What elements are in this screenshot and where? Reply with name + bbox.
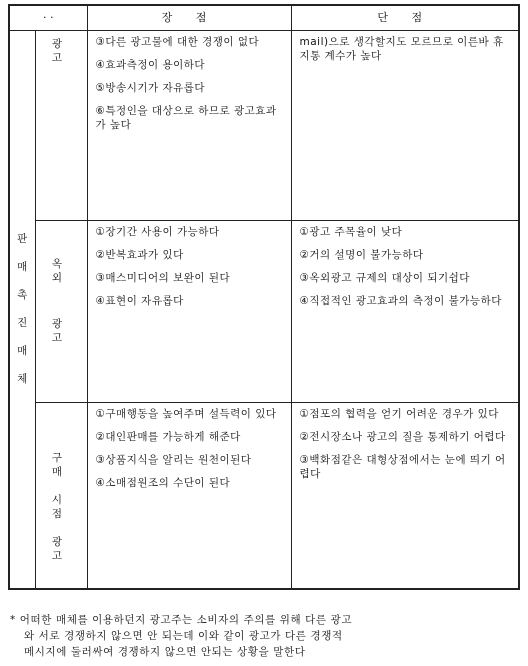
advantages-cell (87, 221, 291, 403)
group-label-char: 촉 (17, 289, 28, 302)
advantages-cell (87, 403, 291, 589)
group-label-sales-promotion-media (9, 31, 35, 589)
advantage-item: ②반복효과가 있다 (95, 249, 184, 261)
disadvantage-item: ④직접적인 광고효과의 측정이 불가능하다 (299, 295, 502, 307)
footnote-line: 메시지에 둘러싸여 경쟁하지 않으면 안되는 상황을 말한다 (24, 646, 306, 658)
sub-label-line: 시 점 (51, 494, 79, 520)
disadvantage-item: ③백화점같은 대형상점에서는 눈에 띄기 어렵다 (299, 454, 506, 480)
disadvantages-cell (291, 221, 519, 403)
advantage-item: ④소매점원조의 수단이 된다 (95, 477, 231, 489)
disadvantage-item: ①점포의 협력을 얻기 어려운 경우가 있다 (299, 408, 499, 420)
advantage-item: ⑤방송시기가 자유롭다 (95, 82, 206, 94)
advantage-item: ⑥특정인을 대상으로 하므로 광고효과가 높다 (95, 105, 277, 131)
advantage-item: ③상품지식을 알리는 원천이된다 (95, 454, 252, 466)
advantage-item: ③매스미디어의 보완이 된다 (95, 272, 231, 284)
media-comparison-table (8, 4, 520, 590)
advantage-item: ①장기간 사용이 가능하다 (95, 226, 220, 238)
table-row-point-of-purchase (9, 403, 519, 589)
footnote-line: 와 서로 경쟁하지 않으면 안 되는데 이와 같이 광고가 다른 경쟁적 (24, 630, 343, 642)
disadvantage-item: ②전시장소나 광고의 질을 통제하기 어렵다 (299, 431, 506, 443)
advantage-item: ④효과측정이 용이하다 (95, 59, 206, 71)
advantage-item: ①구매행동을 높여주며 설득력이 있다 (95, 408, 277, 420)
advantage-item: ②대인판매를 가능하게 해준다 (95, 431, 241, 443)
sub-label-cell (35, 221, 87, 403)
group-label-char: 체 (17, 373, 28, 386)
table-row-outdoor (9, 221, 519, 403)
footnote (10, 612, 516, 660)
sub-label-line: 광 고 (51, 318, 79, 344)
sub-label-line: 광 고 (51, 536, 79, 562)
group-label-char: 판 (17, 233, 28, 246)
disadvantage-item: ③옥외광고 규제의 대상이 되기쉽다 (299, 272, 470, 284)
footnote-line: * 어떠한 매체를 이용하던지 광고주는 소비자의 주의를 위해 다른 광고 (10, 614, 353, 626)
disadvantage-item: mail)으로 생각할지도 모르므로 이른바 휴지통 계수가 높다 (299, 36, 504, 62)
table-row-direct-mail (9, 31, 519, 221)
sub-label-line: 구 매 (51, 452, 79, 478)
sub-label-line: 옥 외 (51, 258, 79, 284)
advantage-item: ④표현이 자유롭다 (95, 295, 184, 307)
advantages-cell (87, 31, 291, 221)
advantage-item: ③다른 광고물에 대한 경쟁이 없다 (95, 36, 260, 48)
table-header-row (9, 5, 519, 31)
header-advantages: 장 점 (87, 5, 291, 31)
disadvantages-cell (291, 403, 519, 589)
group-label-char: 진 (17, 317, 28, 330)
disadvantage-item: ②거의 설명이 불가능하다 (299, 249, 424, 261)
disadvantages-cell (291, 31, 519, 221)
sub-label-cell (35, 31, 87, 221)
sub-label-cell (35, 403, 87, 589)
header-disadvantages: 단 점 (291, 5, 519, 31)
group-label-char: 매 (17, 345, 28, 358)
group-label-char: 매 (17, 261, 28, 274)
sub-label-line: 광 고 (51, 38, 79, 64)
disadvantage-item: ①광고 주목율이 낮다 (299, 226, 403, 238)
header-category: · · (9, 5, 87, 31)
